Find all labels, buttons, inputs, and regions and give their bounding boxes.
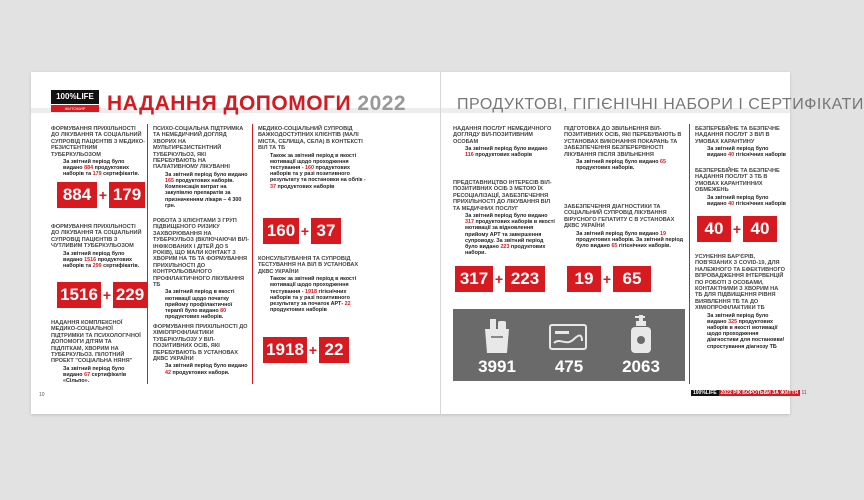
- block-title: ФОРМУВАННЯ ПРИХІЛЬНОСТІ ДО ХІМІОПРОФІЛАКТИКИ ТУБЕРКУЛЬОЗУ У ВІЛ-ПОЗИТИВНИХ ОСІБ, ЯКІ ПЕРЕБУВАЮТЬ В УСТАНОВАХ ДКВС УКРАЇНИ: [153, 324, 248, 363]
- number-badge: 884: [57, 182, 97, 208]
- column-divider: [147, 124, 148, 384]
- logo: 100%LIFE: [51, 90, 99, 104]
- block-mdr-tb: [51, 126, 145, 178]
- number-badge: 223: [505, 266, 545, 292]
- block-text: За звітний період було видано 884 продуктових наборів та 179 сертифікатів.: [63, 159, 140, 178]
- number-badge: 65: [613, 266, 651, 292]
- block-covid-barriers: [695, 254, 787, 350]
- certificate-icon: [548, 323, 588, 351]
- plus-sign: +: [494, 271, 504, 287]
- block-text: За звітний період в якості мотивації щодо початку прийому профілактичної терапії було видано 80 продуктових наборів.: [165, 289, 235, 321]
- plus-sign: +: [98, 187, 108, 203]
- number-badge: 40: [697, 216, 731, 242]
- block-text: За звітний період було видано 42 продуктових набори.: [165, 363, 248, 376]
- number-badge: 179: [109, 182, 145, 208]
- block-sensitive-tb: [51, 224, 145, 269]
- block-title: УСУНЕННЯ БАР'ЄРІВ, ПОВ'ЯЗАНИХ З COVID-19, ДЛЯ НАЛЕЖНОГО ТА ЕФЕКТИВНОГО ВПРОВАДЖЕННЯ ІНТЕРВЕНЦІЙ ПО РОБОТІ З ОСОБАМИ, КОНТАКТНИМИ З ХВОРИМ НА ТБ ДЛЯ ПІДВИЩЕННЯ РІВНЯ ВИЯВЛЕННЯ ТБ ТА ДО ХІМІОПРОФІЛАКТИКИ ТБ: [695, 254, 786, 312]
- block-title: БЕЗПЕРЕБІЙНЕ ТА БЕЗПЕЧНЕ НАДАННЯ ПОСЛУГ З ВІЛ В УМОВАХ КАРАНТИНУ: [695, 126, 780, 145]
- plus-sign: +: [602, 271, 612, 287]
- column-divider: [252, 124, 253, 384]
- column-divider: [689, 124, 690, 384]
- page-number-left: 10: [39, 392, 45, 398]
- brochure-spread: [31, 72, 864, 414]
- block-chemoprophylaxis: [153, 324, 250, 376]
- number-pair: [57, 182, 147, 208]
- block-tb-quarantine: [695, 168, 787, 207]
- block-text: За звітний період було видано 116 продуктових наборів: [465, 146, 548, 159]
- block-text: За звітний період було видано 19 продуктових наборів. За звітний період було видано 65 гігієнічних наборів.: [576, 230, 683, 250]
- plus-sign: +: [308, 342, 318, 358]
- page-fold: [440, 72, 441, 414]
- block-text: За звітний період було видано 317 продуктових наборів в якості мотивації за відновлення прийому АРТ та завершення супроводу. За звітний період було видано 223 продуктових набори.: [465, 213, 555, 257]
- block-text: За звітний період було видано 325 продуктових наборів в якості мотивації щодо проходження діагностики для постановки/спростування діагнозу ТБ: [707, 312, 785, 350]
- block-text: За звітний період було видано 40 гігієнічних наборів: [707, 194, 786, 207]
- number-badge: 1918: [263, 337, 307, 363]
- plus-sign: +: [102, 287, 112, 303]
- block-title: НАДАННЯ ПОСЛУГ НЕМЕДИЧНОГО ДОГЛЯДУ ВІЛ-ПОЗИТИВНИМ ОСОБАМ: [453, 126, 552, 145]
- block-palliative: [153, 126, 250, 209]
- block-nonmedical-care: [453, 126, 555, 159]
- number-pair: [567, 266, 677, 292]
- block-title: РОБОТА З КЛІЄНТАМИ З ГРУП ПІДВИЩЕНОГО РИЗИКУ ЗАХВОРЮВАННЯ НА ТУБЕРКУЛЬОЗ (ВКЛЮЧАЮЧИ ВІЛ-ІНФІКОВАНИХ І ДІТЕЙ ДО 5 РОКІВ), ЩО МАЛИ КОНТАКТ З ХВОРИМ НА ТБ ТА ФОРМУВАННЯ ПРИХІЛЬНОСТІ ДО КОНТРОЛЬОВАНОГО ПРОФІЛАКТИЧНОГО ЛІКУВАННЯ ТБ: [153, 218, 249, 289]
- block-testing-dkvs: [258, 256, 368, 313]
- block-text: За звітний період було видано 40 гігієнічних наборів: [707, 146, 786, 159]
- block-release-prep: [564, 126, 684, 171]
- number-pair: [263, 337, 363, 363]
- block-title: ФОРМУВАННЯ ПРИХІЛЬНОСТІ ДО ЛІКУВАННЯ ТА СОЦІАЛЬНИЙ СУПРОВІД ПАЦІЄНТІВ З ЧУТЛИВИМ ТУБЕРКУЛЬОЗОМ: [51, 224, 142, 250]
- block-title: ПСИХО-СОЦІАЛЬНА ПІДТРИМКА ТА НЕМЕДИЧНИЙ ДОГЛЯД ХВОРИХ НА МУЛЬТИРЕЗИСТЕНТНИЙ ТУБЕРКУЛЬОЗ, ЯКІ ПЕРЕБУВАЮТЬ НА ПАЛІАТИВНОМУ ЛІКУВАННІ: [153, 126, 244, 171]
- plus-sign: +: [300, 223, 310, 239]
- plus-sign: +: [732, 221, 742, 237]
- block-title: ЗАБЕЗПЕЧЕННЯ ДІАГНОСТИКИ ТА СОЦІАЛЬНИЙ СУПРОВІД ЛІКУВАННЯ ВІРУСНОГО ГЕПАТИТУ С В УСТАНОВАХ ДКВС УКРАЇНИ: [564, 204, 675, 230]
- block-text: За звітний період було видано 165 продуктових наборів. Компенсація витрат на закупівлю препаратів за призначенням лікаря – 4 300 грн.: [165, 171, 248, 209]
- number-badge: 37: [311, 218, 341, 244]
- page-title: [107, 92, 406, 116]
- block-text: За звітний період було видано 1516 продуктових наборів та 299 сертифікатів.: [63, 250, 140, 270]
- block-risk-groups: [153, 218, 250, 320]
- footer-brand: 100%LIFE: [693, 390, 717, 396]
- number-pair: [455, 266, 555, 292]
- block-representation: [453, 180, 555, 256]
- block-title: НАДАННЯ КОМПЛЕКСНОЇ МЕДИКО-СОЦІАЛЬНОЇ ПІДТРИМКИ ТА ПСИХОЛОГІЧНОЇ ДОПОМОГИ ДІТЯМ ТА ПІДЛІТКАМ, ХВОРИМ НА ТУБЕРКУЛЬОЗ. ПІЛОТНИЙ ПРОЕКТ "СОЦІАЛЬНА НЯНЯ": [51, 320, 141, 365]
- block-hiv-quarantine: [695, 126, 787, 159]
- page-footer-right: [691, 390, 807, 396]
- title-year: 2022: [357, 92, 407, 115]
- block-text: За звітний період було видано 67 сертифікатів «Сільпо».: [63, 365, 127, 385]
- number-pair: [697, 216, 789, 242]
- block-hard-to-reach: [258, 126, 368, 190]
- block-title: ПРЕДСТАВНИЦТВО ІНТЕРЕСІВ ВІЛ-ПОЗИТИВНИХ ОСІБ З МЕТОЮ ЇХ РЕСОЦІАЛІЗАЦІЇ, ЗАБЕЗПЕЧЕННЯ ПРИХІЛЬНОСТІ ДО ЛІКУВАННЯ ВІЛ ТА МЕДИЧНИХ ПОСЛУГ: [453, 180, 552, 212]
- stat-certificates: 475: [554, 357, 584, 376]
- block-social-nanny: [51, 320, 145, 384]
- block-title: МЕДИКО-СОЦІАЛЬНИЙ СУПРОВІД ВАЖКОДОСТУПНИХ КЛІЄНТІВ (МАЛІ МІСТА, СЕЛИЩА, СЕЛА) В КОНТЕКСТІ ВІЛ ТА ТБ: [258, 126, 363, 152]
- stat-hygiene-sets: 2063: [622, 357, 660, 376]
- block-title: БЕЗПЕРЕБІЙНЕ ТА БЕЗПЕЧНЕ НАДАННЯ ПОСЛУГ З ТБ В УМОВАХ КАРАНТИННИХ ОБМЕЖЕНЬ: [695, 168, 780, 194]
- page-number-right: 11: [801, 390, 807, 396]
- number-badge: 229: [113, 282, 147, 308]
- page-title-right: ПРОДУКТОВІ, ГІГІЄНІЧНІ НАБОРИ І СЕРТИФІКАТИ: [457, 96, 864, 113]
- number-pair: [263, 218, 353, 244]
- number-badge: 1516: [57, 282, 101, 308]
- title-main: НАДАННЯ ДОПОМОГИ: [107, 92, 352, 115]
- number-badge: 160: [263, 218, 299, 244]
- number-badge: 22: [319, 337, 349, 363]
- food-set-icon: [477, 315, 517, 355]
- number-badge: 40: [743, 216, 777, 242]
- footer-report: 2022 РІК БОРОТЬБИ ЗА ЖИТТЯ: [720, 390, 799, 396]
- block-text: Також за звітний період в якості мотивації щодо проходження тестування - 1918 гігієнічних наборів та у разі позитивного результату за початок АРТ- 22 продуктових наборів: [270, 276, 357, 314]
- block-title: ПІДГОТОВКА ДО ЗВІЛЬНЕННЯ ВІЛ-ПОЗИТИВНИХ ОСІБ, ЯКІ ПЕРЕБУВАЮТЬ В УСТАНОВАХ ВИКОНАННЯ ПОКАРАНЬ ТА ЗАБЕЗПЕЧЕННЯ БЕЗПЕРЕРВНОСТІ ЛІКУВАННЯ ПІСЛЯ ЗВІЛЬНЕННЯ: [564, 126, 682, 158]
- logo-city: ЖИТОМИР: [51, 105, 99, 112]
- totals-panel: [453, 309, 685, 381]
- hygiene-bottle-icon: [625, 313, 657, 355]
- number-badge: 317: [455, 266, 493, 292]
- block-hepatitis-c: [564, 204, 684, 249]
- number-pair: [57, 282, 147, 308]
- block-title: ФОРМУВАННЯ ПРИХІЛЬНОСТІ ДО ЛІКУВАННЯ ТА СОЦІАЛЬНИЙ СУПРОВІД ПАЦІЄНТІВ З МЕДИКО-РЕЗИСТЕНТНИМ ТУБЕРКУЛЬОЗОМ: [51, 126, 145, 158]
- block-text: Також за звітний період в якості мотивації щодо проходження тестування - 160 продуктових наборів та у разі позитивного результату та постановки на облік - 37 продуктових наборів: [270, 152, 366, 190]
- number-badge: 19: [567, 266, 601, 292]
- block-title: КОНСУЛЬТУВАННЯ ТА СУПРОВІД ТЕСТУВАННЯ НА ВІЛ В УСТАНОВАХ ДКВС УКРАЇНИ: [258, 256, 359, 275]
- stat-food-sets: 3991: [478, 357, 516, 376]
- block-text: За звітний період було видано 65 продуктових наборів.: [576, 159, 666, 172]
